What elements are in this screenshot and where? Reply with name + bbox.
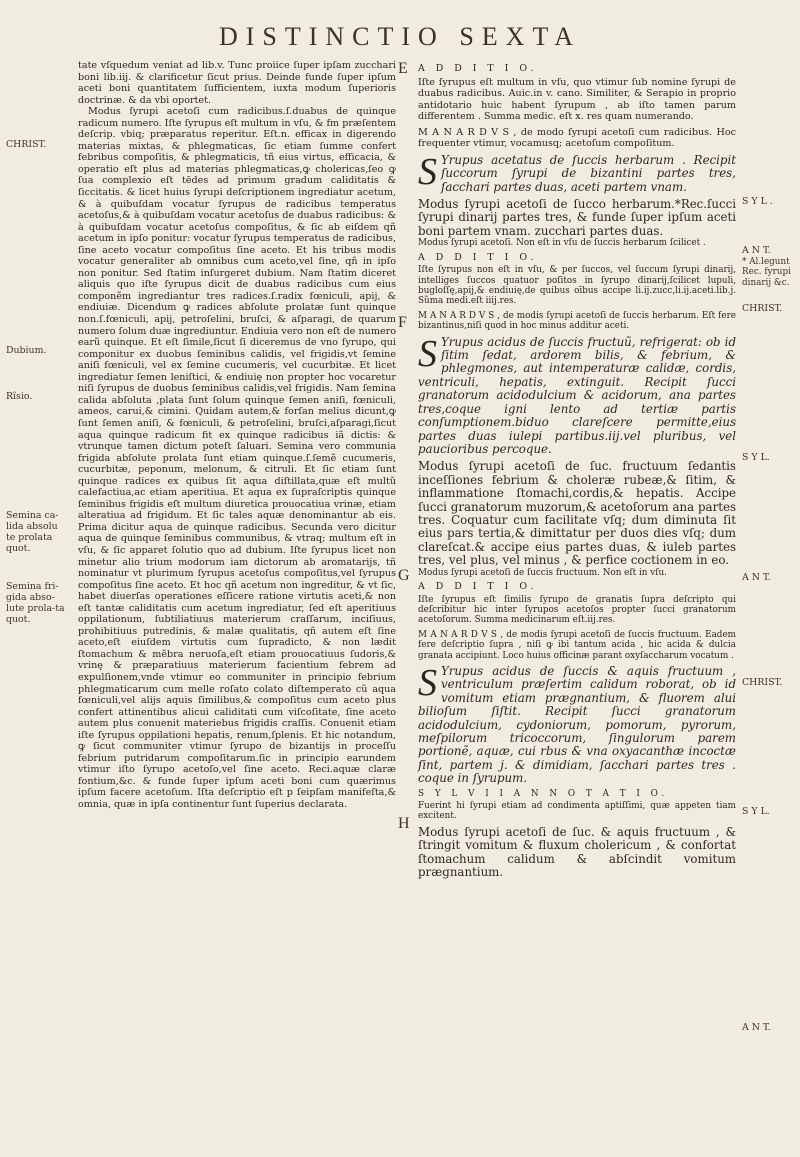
margin-note-christ: CHRIST. xyxy=(6,139,47,150)
additio-heading-2: A D D I T I O. xyxy=(418,251,538,263)
modus-paragraph-1b: Modus ſyrupi acetoſi. Non eſt in vſu de ſuccis herbarum ſcilicet . xyxy=(418,238,706,249)
page-header: DISTINCTIO SEXTA xyxy=(218,22,582,51)
section-letter-e: E xyxy=(398,60,408,77)
margin-note-ant-3: A N T. xyxy=(742,1022,771,1033)
margin-note-syl-2: S Y L. xyxy=(742,452,770,463)
left-main-paragraph: Modus ſyrupi acetoſi cum radicibus.ſ.duabus de quinque radicum numero. Iſte ſyrupus eſt multum in vſu, & fm præſentem deſcrip. vbiq; præparatus reperitur. Eſt.n. efficax in digerendo materias mixtas, & phlegmaticas, ſic etiam ſumme confert febribus compoſitis, & phlegmaticis, tñ eius virtus, efficacia, & operatio eſt plus ad materias phlegmaticas,ꝙ cholericas,ſeo ꝙ ſua complexio eſt tēdes ad primum gradum caliditatis & ſiccitatis. & licet huius ſyrupi deſcriptionem ingrediatur acetum, & à quibuſdam vocatur ſyrupus de radicibus temperatus acetoſus,& à quibuſdam vocatur acetoſus de duabus radicibus: & à quibuſdam vocatur acetoſus compoſitus, & ſic ab eiſdem qñ acetum in ipſo ponitur: vocatur ſyrupus temperatus de radicibus, ſine aceto vocatur compoſitus ſine aceto. Et his tribus modis vocatur generaliter ab omnibus cum aceto,vel ſine, qñ in ipſo non ponitur. Sed ſtatim inſurgeret dubium. Nam ſtatim diceret aliquis quo iſte ſyrupus dicit de duabus radicibus cum eius componẽm ingrediantur tres radices.ſ.radix fœniculi, apij, & endiuiæ. Dicendum ꝙ radices abſolute prolatæ ſunt quinque non.ſ.fœniculi, apij, petroſelini, bruſci, & aſparagi, de quarum numero ſolum duæ ingrediuntur. Endiuia vero non eſt de numero earũ quinque. Et eſt ſimile,ſicut ſi diceremus de vno ſyrupo, qui componitur ex duobus ſeminibus calidis, vel frigidis,vt ſemine aniſi fœniculi, vel ex ſemine cucumeris, vel cucurbitæ. Et licet ingrediatur ſemen leniſtici, & endiuię non propter hoc vocaretur niſi ſyrupus de duobus ſeminibus calidis,vel frigidis. Nam ſemina calida abſoluta ,plata ſunt ſolum quinque ſemen aniſi, fœniculi, ameos, carui,& cimini. Quidam autem,& forſan melius dicunt,ꝙ ſunt ſemen aniſi, & fœniculi, & petroſelini, bruſci,aſparagi,ſicut aqua quinque radicum fit ex quinque radicibus iã dictis: & vtrunque tamen dictum poteſt ſaluari. Semina vero communia frigida abſolute prolata ſunt etiam quinque.ſ.ſemẽ cucumeris, cucurbitæ, peponum, melonum, & citruli. Et ſic etiam ſunt quinque radices ex quibus ſit aqua diſtillata,quæ eſt multũ calefactiua,ac etiam aperitiua. Et aqua ex ſupraſcriptis quinque ſeminibus frigidis eſt multum diuretica prouocatiua vrinæ, etiam alteratiua ad frigidum. Et ſic tales aquæ denominantur ab eis. Prima dicitur aqua de quinque radicibus. Secunda vero dicitur aqua de quinque ſeminibus communibus, & vtraq; multum eſt in vſu, & ſic apparet ſolutio quo ad dubium. Iſte ſyrupus licet non minetur alio trium modorum iam dictorum ab aromatarijs, tñ nominatur vt plurimum ſyrupus acetoſus compoſitus,vel ſyrupus compoſitus ſine aceto. Et hoc qñ acetum non ingreditur, & vt ſic, habet diuerſas operationes eſſicere ratione virtutis aceti,& non eſt tantæ caliditatis cum acetum ingrediatur, ſed eſt aperitiuus oppilationum, ſubtiliatiuus materierum craſſarum, inciſiuus, prohibitiuus putredinis, & malæ qualitatis, qñ autem eſt ſine aceto,eſt eiuſdem virtutis cum ſupradicto, & non lædit ſtomachum & mẽbra neruoſa,eſt etiam prouocatiuus ſudoris,& vrinę & præparatiuus materierum facientium febrem ad expulſionem,vnde vtimur eo communiter in principio febrium phlegmaticarum cum melle roſato colato diſtemperato cũ aqua fœniculi,vel alijs aquis ſimilibus,& compoſitus cum aceto plus confert attinentibus alicui caliditati cum viſcoſitate, ſine aceto autem plus conuenit materiebus frigidis craſſis. Conuenit etiam iſte ſyrupus oppilationi hepatis, renum,ſplenis. Et hic notandum, ꝙ ſicut communiter vtimur ſyrupo de bizantijs in proceſſu febrium putridarum compoſitarum.ſic in principio earundem vtimur iſto ſyrupo acetoſo,vel ſine aceto. Reci.aquæ claræ fontium,&c. & funde ſuper ipſum aceti boni cum quærimus ipſum facere acetoſum. Iſta deſcriptio eſt p ſeipſam manifeſta,& omnia, quæ in ipſa continentur ſunt ſuperius declarata. xyxy=(78,106,396,810)
manardus-paragraph-1: M A N A R D V S , de modo ſyrupi acetoſi cum radicibus. Hoc frequenter vtimur, vocamusq; acetoſum compoſitum. xyxy=(418,126,736,150)
section-letter-h: H xyxy=(398,815,410,832)
additio-heading-3: A D D I T I O. xyxy=(418,580,538,592)
margin-note-ant-1: A N T. xyxy=(742,245,771,256)
modus-paragraph-2: Modus ſyrupi acetoſi de ſuc. fructuum ſedantis inceſſiones febrium & choleræ rubeæ,& ſitim, & inflammatione ſtomachi,cordis,& hepatis. Accipe ſucci granatorum muzorum,& acetoſorum ana partes tres. Coquatur cum facilitate vſq; dum diminuta ſit eius pars tertia,& dimittatur per duos dies vſq; dum clareſcat.& accipe eius partes duas, & iuleb partes tres, vel plus, vel minus , & perfice coctionem in eo. xyxy=(418,459,736,568)
margin-note-ant-2: A N T. xyxy=(742,572,771,583)
rubric-text-2: Yrupus acidus de ſuccis fructuũ, refrigerat: ob id ſitim ſedat, ardorem bilis, & febrium, & phlegmones, aut intemperaturæ calidæ, cordis, ventriculi, hepatis, extinguit. Recipit ſucci granatorum acidodulcium & acidorum, ana partes tres,coque igni lento ad tertiæ partis conſumptionem.biduo clareſcere permitte,eius partes duas iulepi partibus.iij.vel pluribus, vel paucioribus percoque. xyxy=(418,334,736,456)
rubric-paragraph-2 xyxy=(418,332,736,457)
margin-note-semina-frigida: Semina fri-gida abso-lute prola-ta quot. xyxy=(6,581,65,625)
margin-note-semina-calida: Semina ca-lida absolu te prolata quot. xyxy=(6,510,59,554)
dropcap-s-3: S xyxy=(418,661,437,704)
margin-note-dubium: Dubium. xyxy=(6,345,47,356)
margin-note-christ-2: CHRIST. xyxy=(742,677,783,688)
right-column xyxy=(418,60,736,879)
annotatio-heading: S Y L V I I A N N O T A T I O. xyxy=(418,788,669,799)
modus-paragraph-3: Modus ſyrupi acetoſi de ſuc. & aquis fructuum , & ſtringit vomitum & fluxum cholericum , & confortat ſtomachum calidum & abſcindit vomitum prægnantium. xyxy=(418,824,736,880)
rubric-text-1: Yrupus acetatus de ſuccis herbarum . Recipit ſuccorum ſyrupi de bizantini partes tres, ſacchari partes duas, aceti partem vnam. xyxy=(441,152,736,194)
additio-heading-1: A D D I T I O. xyxy=(418,63,538,74)
manardus-paragraph-2: M A N A R D V S , de modis ſyrupi acetoſi de ſuccis herbarum. Eſt fere bizantinus,niſi quod in hoc minus additur aceti. xyxy=(418,310,736,332)
margin-note-christ-1: CHRIST. xyxy=(742,303,783,314)
left-column xyxy=(78,60,396,811)
additio-paragraph-2: Iſte ſyrupus non eſt in vſu, & per ſuccos, vel ſuccum ſyrupi dinarij, intelliges ſuccos quatuor poſitos in ſyrupo dinarij,ſcilicet lupuli, bugloſſę,apij,& endiuię,de quibus oībus accipe li.ij.zucc,li.ij.aceti.lib.j. Sũma medi.eſt iiij.res. xyxy=(418,265,736,307)
rubric-text-3: Yrupus acidus de ſuccis & aquis fructuum , ventriculum præſertim calidum roborat, ob id vomitum etiam prægnantium, & fluorem alui bilioſum ſiſtit. Recipit ſucci granatorum acidodulcium, cydoniorum, pomorum, pyrorum, meſpilorum tricoccorum, ſingulorum parem portionẽ, aquæ, cui rbus & vna oxyacanthæ incoctæ ſint, partem j. & dimidiam, ſacchari partes tres . coque in ſyrupum. xyxy=(418,663,736,786)
margin-note-syl-1: S Y L . xyxy=(742,196,773,207)
margin-note-ant-1-note: * Al.legunt Rec. fyrupi dinarij &c. xyxy=(742,257,791,288)
dropcap-s-1: S xyxy=(418,150,437,193)
modus-paragraph-1: Modus ſyrupi acetoſi de ſucco herbarum.*Rec.ſucci ſyrupi dinarij partes tres, & funde ſuper ipſum aceti boni partem vnam. zucchari partes duas. xyxy=(418,197,736,238)
margin-note-syl-3: S Y L. xyxy=(742,806,770,817)
margin-note-risio: Rîsio. xyxy=(6,391,33,402)
manardus-paragraph-3: M A N A R D V S , de modis ſyrupi acetoſi de ſuccis fructuum. Eadem fere deſcriptio ſupra , niſi ꝙ ibi tantum acida , hic acida & dulcia granata accipiunt. Loco huius officinæ parant oxyſaccharum vocatum . xyxy=(418,629,736,661)
rubric-paragraph-1 xyxy=(418,150,736,194)
section-letter-g: G xyxy=(398,567,410,584)
section-letter-f: F xyxy=(398,314,407,331)
additio-paragraph-1: Iſte ſyrupus eſt multum in vſu, quo vtimur ſub nomine ſyrupi de duabus radicibus. Auic.in v. cano. Similiter, & Serapio in proprio antidotario huic habent ſyrupum , ab iſto tamen parum differentem . Summa medic. eſt x. res quam numerando. xyxy=(418,76,736,123)
annotatio-paragraph: Fuerint hi ſyrupi etiam ad condimenta aptiſſimi, quæ appeten tiam excitent. xyxy=(418,801,736,822)
rubric-paragraph-3 xyxy=(418,661,736,786)
modus-paragraph-2b: Modus ſyrupi acetoſi de ſuccis fructuum. Non eſt in vſu. xyxy=(418,567,667,578)
dropcap-s-2: S xyxy=(418,332,437,375)
left-intro-paragraph: tate vſquedum veniat ad lib.v. Tunc proiice ſuper ipſam zucchari boni lib.iij. & clarificetur ſicut prius. Deinde funde ſuper ipſum aceti boni quantitatem ſufficientem, iuxta modum ſuperioris doctrinæ. & da vbi oportet. xyxy=(78,60,396,106)
additio-paragraph-3: Iſte ſyrupus eſt ſimilis ſyrupo de granatis ſupra deſcripto qui deſcribitur hic inter ſyrupos acetoſos propter ſucci granatorum acetoſorum. Summa medicinarum eſt.iij.res. xyxy=(418,594,736,626)
